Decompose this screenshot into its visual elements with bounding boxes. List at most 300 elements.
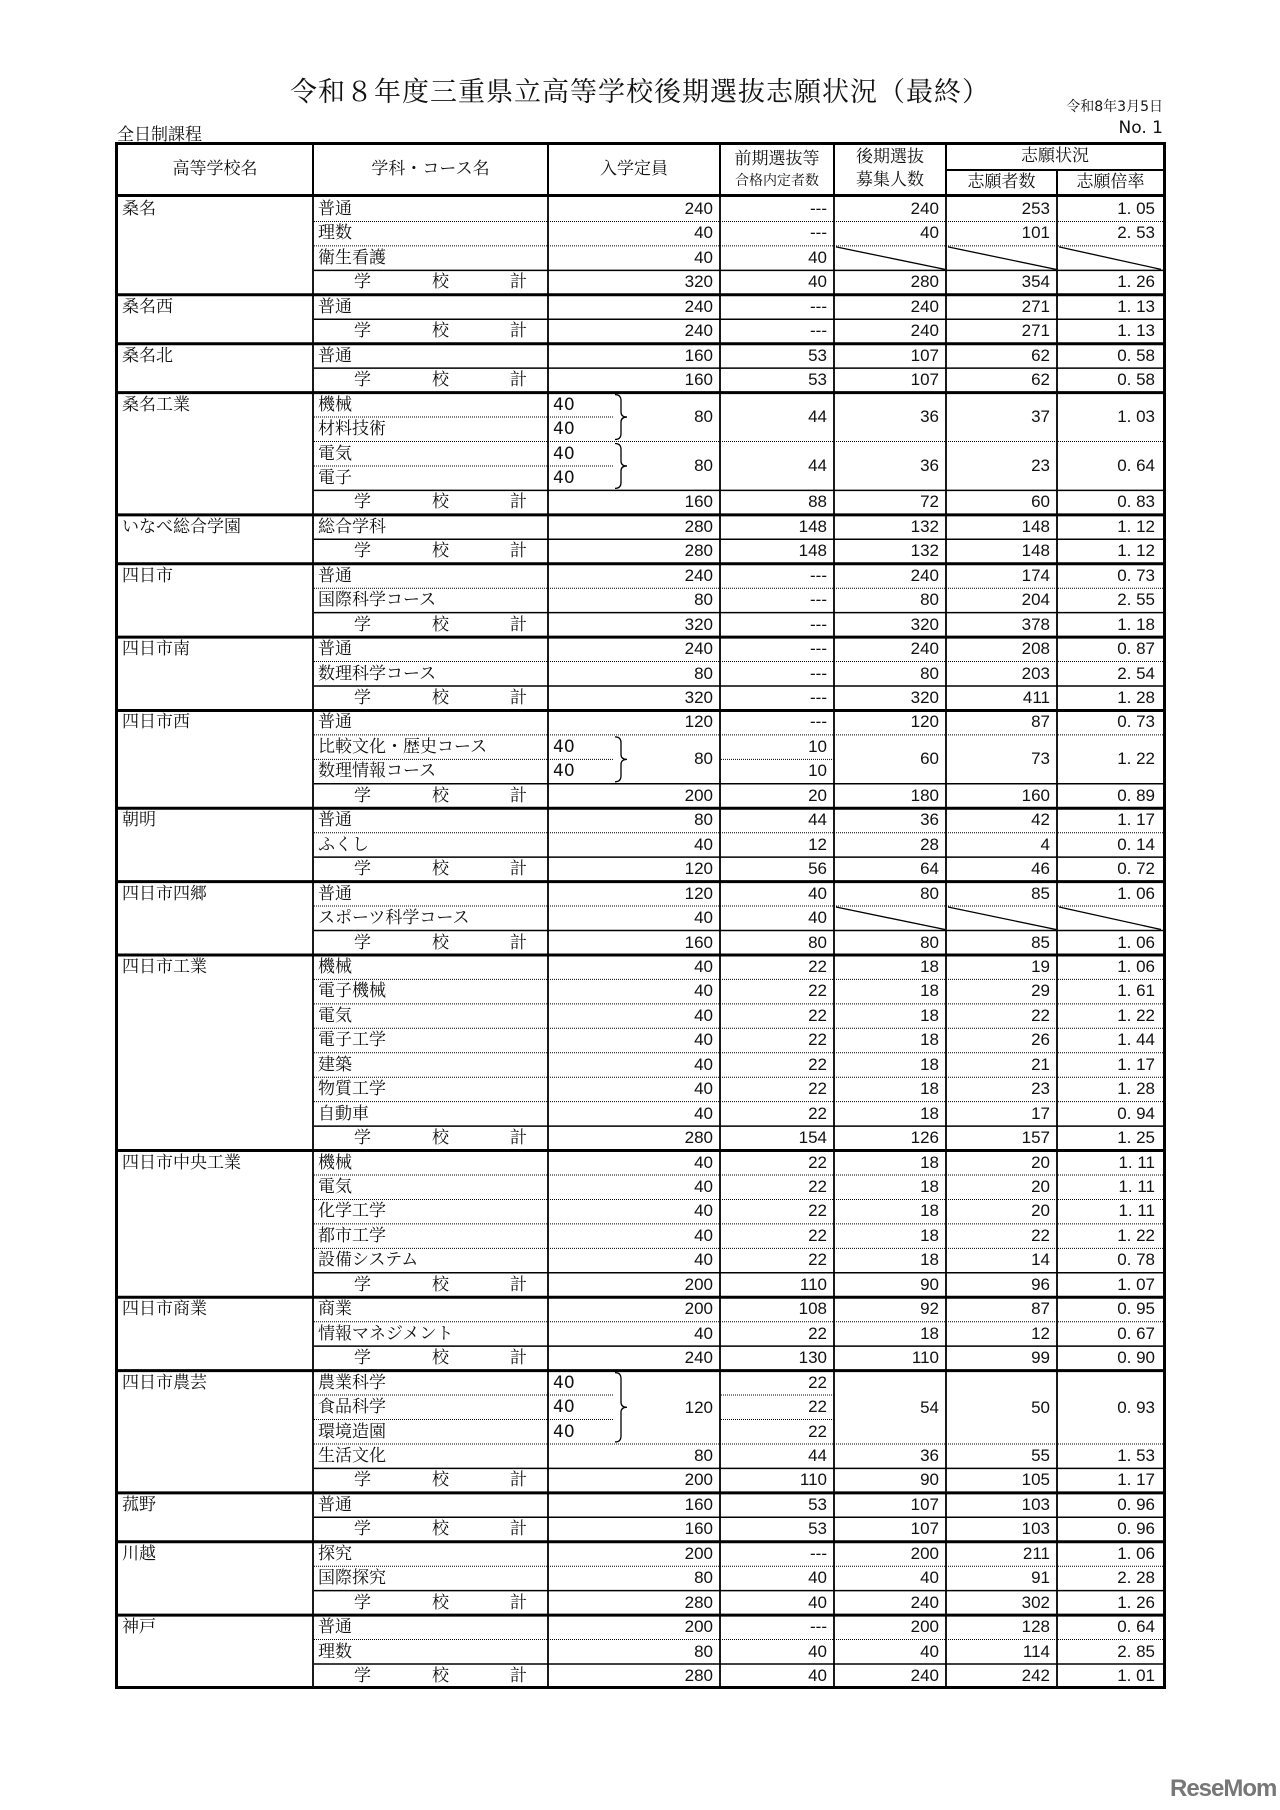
early-admits: --- bbox=[810, 590, 827, 610]
late-quota: 18 bbox=[920, 1225, 939, 1245]
application-ratio: 0. 83 bbox=[1117, 492, 1155, 512]
early-admits: 22 bbox=[808, 956, 827, 976]
early-admits: 40 bbox=[808, 272, 827, 292]
school-total-label: 学 校 計 bbox=[354, 1348, 549, 1369]
late-quota: 18 bbox=[920, 1201, 939, 1221]
late-quota: 92 bbox=[920, 1299, 939, 1319]
application-ratio: 1. 25 bbox=[1117, 1128, 1155, 1148]
capacity: 240 bbox=[684, 199, 713, 218]
late-quota: 18 bbox=[920, 1250, 939, 1270]
application-ratio: 1. 12 bbox=[1117, 516, 1155, 536]
course-name: 生活文化 bbox=[318, 1445, 386, 1466]
application-ratio: 0. 67 bbox=[1117, 1323, 1155, 1343]
course-sub-capacity: 40 bbox=[553, 1421, 575, 1442]
late-quota: 126 bbox=[910, 1128, 939, 1148]
application-ratio: 1. 17 bbox=[1117, 1470, 1155, 1490]
early-admits: 22 bbox=[808, 1397, 827, 1417]
applicant-count: 60 bbox=[1031, 492, 1050, 512]
col-header-course: 学科・コース名 bbox=[314, 145, 547, 194]
application-ratio: 1. 13 bbox=[1117, 321, 1155, 341]
applicant-count: 103 bbox=[1021, 1494, 1050, 1514]
applicant-count: 101 bbox=[1021, 223, 1050, 243]
early-admits: 22 bbox=[808, 1030, 827, 1050]
application-ratio: 2. 53 bbox=[1117, 223, 1155, 243]
applicant-count: 203 bbox=[1021, 663, 1050, 683]
applicant-count: 21 bbox=[1031, 1054, 1050, 1074]
school-name: 朝明 bbox=[122, 810, 156, 831]
application-ratio: 2. 54 bbox=[1117, 663, 1155, 683]
school-total-label: 学 校 計 bbox=[354, 1592, 549, 1613]
early-admits: 44 bbox=[808, 1445, 827, 1465]
capacity: 320 bbox=[684, 688, 713, 707]
applicant-count: 105 bbox=[1021, 1470, 1050, 1490]
course-name: 情報マネジメント bbox=[318, 1323, 454, 1344]
applicant-count: 62 bbox=[1031, 370, 1050, 390]
application-ratio: 1. 11 bbox=[1118, 1152, 1155, 1172]
application-ratio: 1. 11 bbox=[1118, 1201, 1155, 1221]
early-admits: 40 bbox=[808, 1568, 827, 1588]
application-ratio: 1. 05 bbox=[1117, 199, 1155, 218]
early-admits: 108 bbox=[798, 1299, 827, 1319]
capacity: 280 bbox=[684, 541, 713, 561]
application-ratio: 2. 85 bbox=[1117, 1641, 1155, 1661]
late-quota: 107 bbox=[910, 345, 939, 365]
capacity: 160 bbox=[684, 370, 713, 390]
capacity: 200 bbox=[684, 1274, 713, 1294]
capacity: 280 bbox=[684, 516, 713, 536]
early-admits: 130 bbox=[798, 1348, 827, 1368]
course-name: 電気 bbox=[318, 1005, 352, 1026]
applicant-count: 103 bbox=[1021, 1519, 1050, 1539]
school-total-label: 学 校 計 bbox=[354, 1666, 549, 1686]
applicant-count: 87 bbox=[1031, 1299, 1050, 1319]
course-name: 都市工学 bbox=[318, 1225, 386, 1246]
capacity: 200 bbox=[684, 1543, 713, 1563]
late-quota: 80 bbox=[920, 883, 939, 903]
group-capacity: 80 bbox=[694, 748, 713, 768]
late-quota: 90 bbox=[920, 1470, 939, 1490]
late-quota: 280 bbox=[910, 272, 939, 292]
capacity: 40 bbox=[694, 1225, 713, 1245]
application-ratio: 0. 64 bbox=[1117, 1617, 1155, 1637]
course-name: 環境造園 bbox=[318, 1421, 386, 1442]
course-name: 普通 bbox=[318, 296, 352, 317]
capacity: 160 bbox=[684, 345, 713, 365]
course-name: 化学工学 bbox=[318, 1201, 386, 1222]
capacity: 280 bbox=[684, 1128, 713, 1148]
early-admits: 148 bbox=[798, 541, 827, 561]
col-header-school: 高等学校名 bbox=[118, 145, 312, 194]
capacity: 80 bbox=[694, 810, 713, 830]
school-total-label: 学 校 計 bbox=[354, 932, 549, 953]
late-quota: 18 bbox=[920, 956, 939, 976]
application-ratio: 2. 28 bbox=[1117, 1568, 1155, 1588]
capacity: 240 bbox=[684, 1348, 713, 1368]
capacity: 40 bbox=[694, 956, 713, 976]
applicant-count: 242 bbox=[1021, 1666, 1050, 1685]
course-sub-capacity: 40 bbox=[553, 467, 575, 488]
early-admits: --- bbox=[810, 199, 827, 218]
course-name: 普通 bbox=[318, 1617, 352, 1638]
capacity: 80 bbox=[694, 1568, 713, 1588]
course-name: 普通 bbox=[318, 565, 352, 586]
application-ratio: 0. 96 bbox=[1117, 1519, 1155, 1539]
application-ratio: 0. 90 bbox=[1117, 1348, 1155, 1368]
late-quota: 18 bbox=[920, 1054, 939, 1074]
course-sub-capacity: 40 bbox=[553, 419, 575, 440]
course-name: 普通 bbox=[318, 199, 352, 219]
applicant-count: 29 bbox=[1031, 981, 1050, 1001]
course-sub-capacity: 40 bbox=[553, 1372, 575, 1393]
application-ratio: 1. 13 bbox=[1117, 296, 1155, 316]
group-late-quota: 60 bbox=[920, 748, 939, 768]
capacity: 40 bbox=[694, 1103, 713, 1123]
applicant-count: 411 bbox=[1022, 688, 1050, 707]
late-quota: 18 bbox=[920, 1323, 939, 1343]
course-sub-capacity: 40 bbox=[553, 761, 575, 782]
course-name: 商業 bbox=[318, 1299, 352, 1320]
application-ratio: 1. 06 bbox=[1117, 883, 1155, 903]
school-total-label: 学 校 計 bbox=[354, 321, 549, 342]
late-quota: 40 bbox=[920, 1568, 939, 1588]
application-ratio: 0. 58 bbox=[1117, 370, 1155, 390]
course-sub-capacity: 40 bbox=[553, 736, 575, 757]
course-name: ふくし bbox=[318, 834, 369, 855]
early-admits: 88 bbox=[808, 492, 827, 512]
capacity: 40 bbox=[694, 1054, 713, 1074]
col-header-applicant-group: 志願状況 bbox=[947, 145, 1163, 169]
capacity: 120 bbox=[684, 859, 713, 879]
late-quota: 90 bbox=[920, 1274, 939, 1294]
early-admits: 20 bbox=[808, 785, 827, 805]
early-admits: 44 bbox=[808, 810, 827, 830]
school-total-label: 学 校 計 bbox=[354, 1519, 549, 1540]
capacity: 280 bbox=[684, 1666, 713, 1685]
applicant-count: 128 bbox=[1021, 1617, 1050, 1637]
capacity: 160 bbox=[684, 492, 713, 512]
course-name: 理数 bbox=[318, 1641, 352, 1662]
capacity: 80 bbox=[694, 1641, 713, 1661]
application-ratio: 1. 06 bbox=[1117, 956, 1155, 976]
early-admits: 22 bbox=[808, 1250, 827, 1270]
capacity: 80 bbox=[694, 663, 713, 683]
applicant-count: 148 bbox=[1021, 541, 1050, 561]
late-quota: 40 bbox=[920, 223, 939, 243]
applicant-count: 20 bbox=[1031, 1152, 1050, 1172]
late-quota: 18 bbox=[920, 1103, 939, 1123]
application-ratio: 1. 06 bbox=[1117, 1543, 1155, 1563]
col-header-late bbox=[835, 145, 945, 194]
school-name: 菰野 bbox=[122, 1494, 156, 1515]
early-admits: --- bbox=[810, 565, 827, 585]
applicant-count: 174 bbox=[1021, 565, 1050, 585]
early-admits: 22 bbox=[808, 1225, 827, 1245]
course-name: 普通 bbox=[318, 712, 352, 733]
capacity: 160 bbox=[684, 932, 713, 952]
course-name: 探究 bbox=[318, 1543, 352, 1564]
applicant-count: 99 bbox=[1031, 1348, 1050, 1368]
late-quota: 240 bbox=[910, 1666, 939, 1685]
early-admits: 148 bbox=[798, 516, 827, 536]
col-header-late-line2: 募集人数 bbox=[856, 170, 924, 190]
early-admits: 22 bbox=[808, 1005, 827, 1025]
applicant-count: 271 bbox=[1021, 296, 1050, 316]
application-status-table bbox=[115, 142, 1166, 1689]
late-quota: 18 bbox=[920, 1079, 939, 1099]
application-ratio: 1. 22 bbox=[1117, 1225, 1155, 1245]
school-name: 四日市南 bbox=[122, 639, 190, 660]
applicant-count: 354 bbox=[1021, 272, 1050, 292]
late-quota: 132 bbox=[910, 516, 939, 536]
early-admits: 80 bbox=[808, 932, 827, 952]
group-application-ratio: 1. 22 bbox=[1117, 748, 1155, 768]
capacity: 240 bbox=[684, 565, 713, 585]
school-name: 四日市農芸 bbox=[122, 1372, 207, 1393]
early-admits: --- bbox=[810, 1543, 827, 1563]
applicant-count: 42 bbox=[1031, 810, 1050, 830]
group-applicant-count: 37 bbox=[1031, 406, 1050, 426]
capacity: 40 bbox=[694, 1152, 713, 1172]
late-quota: 240 bbox=[910, 296, 939, 316]
capacity: 240 bbox=[684, 639, 713, 659]
late-quota: 240 bbox=[910, 565, 939, 585]
late-quota: 120 bbox=[910, 712, 939, 732]
school-total-label: 学 校 計 bbox=[354, 541, 549, 562]
page-number: No. 1 bbox=[1118, 118, 1163, 138]
late-quota: 240 bbox=[910, 199, 939, 218]
early-admits: --- bbox=[810, 712, 827, 732]
course-type-label: 全日制課程 bbox=[117, 125, 202, 145]
group-late-quota: 36 bbox=[920, 455, 939, 475]
applicant-count: 211 bbox=[1022, 1543, 1050, 1563]
early-admits: 10 bbox=[808, 761, 827, 781]
school-name: いなべ総合学園 bbox=[122, 516, 241, 537]
course-name: 電子工学 bbox=[318, 1030, 386, 1051]
early-admits: 110 bbox=[799, 1470, 827, 1490]
capacity: 40 bbox=[694, 1177, 713, 1196]
applicant-count: 157 bbox=[1021, 1128, 1050, 1148]
school-name: 桑名 bbox=[122, 199, 156, 219]
group-capacity: 80 bbox=[694, 406, 713, 426]
course-sub-capacity: 40 bbox=[553, 394, 575, 415]
course-name: 普通 bbox=[318, 1494, 352, 1515]
capacity: 280 bbox=[684, 1592, 713, 1612]
col-header-ratio: 志願倍率 bbox=[1058, 171, 1163, 194]
course-name: 衛生看護 bbox=[318, 247, 386, 268]
group-application-ratio: 0. 93 bbox=[1117, 1397, 1155, 1417]
early-admits: 40 bbox=[808, 908, 827, 928]
capacity: 40 bbox=[694, 1250, 713, 1270]
capacity: 40 bbox=[694, 247, 713, 267]
group-late-quota: 54 bbox=[920, 1397, 939, 1417]
group-early-admits: 44 bbox=[808, 455, 827, 475]
capacity: 240 bbox=[684, 321, 713, 341]
late-quota: 240 bbox=[910, 321, 939, 341]
early-admits: --- bbox=[810, 614, 827, 634]
course-name: 材料技術 bbox=[318, 419, 386, 440]
group-late-quota: 36 bbox=[920, 406, 939, 426]
early-admits: 53 bbox=[808, 1494, 827, 1514]
school-name: 四日市商業 bbox=[122, 1299, 207, 1320]
capacity: 40 bbox=[694, 1005, 713, 1025]
application-ratio: 1. 53 bbox=[1117, 1445, 1155, 1465]
early-admits: 154 bbox=[798, 1128, 827, 1148]
capacity: 200 bbox=[684, 1470, 713, 1490]
applicant-count: 87 bbox=[1031, 712, 1050, 732]
late-quota: 320 bbox=[910, 688, 939, 707]
application-ratio: 1. 07 bbox=[1117, 1274, 1155, 1294]
early-admits: 40 bbox=[808, 1666, 827, 1685]
early-admits: --- bbox=[810, 1617, 827, 1637]
col-header-early-line2: 合格内定者数 bbox=[735, 172, 819, 189]
group-application-ratio: 1. 03 bbox=[1117, 406, 1155, 426]
school-name: 桑名北 bbox=[122, 345, 173, 366]
capacity: 40 bbox=[694, 1201, 713, 1221]
application-ratio: 1. 28 bbox=[1117, 1079, 1155, 1099]
course-sub-capacity: 40 bbox=[553, 1397, 575, 1418]
application-ratio: 0. 73 bbox=[1117, 712, 1155, 732]
early-admits: 22 bbox=[808, 1079, 827, 1099]
group-capacity: 80 bbox=[694, 455, 713, 475]
capacity: 40 bbox=[694, 1030, 713, 1050]
application-ratio: 0. 58 bbox=[1117, 345, 1155, 365]
application-ratio: 0. 95 bbox=[1117, 1299, 1155, 1319]
capacity: 160 bbox=[684, 1494, 713, 1514]
school-total-label: 学 校 計 bbox=[354, 1274, 549, 1295]
course-name: 電気 bbox=[318, 443, 352, 464]
early-admits: 40 bbox=[808, 883, 827, 903]
late-quota: 18 bbox=[920, 1005, 939, 1025]
late-quota: 18 bbox=[920, 1030, 939, 1050]
group-capacity: 120 bbox=[684, 1397, 713, 1417]
school-name: 四日市西 bbox=[122, 712, 190, 733]
applicant-count: 114 bbox=[1022, 1641, 1050, 1661]
early-admits: 22 bbox=[808, 1372, 827, 1392]
capacity: 40 bbox=[694, 981, 713, 1001]
early-admits: --- bbox=[810, 321, 827, 341]
capacity: 40 bbox=[694, 1079, 713, 1099]
application-ratio: 0. 14 bbox=[1117, 834, 1155, 854]
course-name: 建築 bbox=[318, 1054, 352, 1075]
capacity: 40 bbox=[694, 908, 713, 928]
course-name: 電気 bbox=[318, 1177, 352, 1197]
applicant-count: 204 bbox=[1021, 590, 1050, 610]
late-quota: 132 bbox=[910, 541, 939, 561]
applicant-count: 148 bbox=[1021, 516, 1050, 536]
early-admits: 22 bbox=[808, 1177, 827, 1196]
capacity: 200 bbox=[684, 1299, 713, 1319]
applicant-count: 46 bbox=[1031, 859, 1050, 879]
early-admits: 22 bbox=[808, 1054, 827, 1074]
school-total-label: 学 校 計 bbox=[354, 859, 549, 880]
late-quota: 80 bbox=[920, 590, 939, 610]
early-admits: 110 bbox=[799, 1274, 827, 1294]
applicant-count: 62 bbox=[1031, 345, 1050, 365]
late-quota: 320 bbox=[910, 614, 939, 634]
school-total-label: 学 校 計 bbox=[354, 614, 549, 635]
late-quota: 72 bbox=[920, 492, 939, 512]
course-name: 機械 bbox=[318, 956, 352, 977]
applicant-count: 271 bbox=[1021, 321, 1050, 341]
applicant-count: 20 bbox=[1031, 1177, 1050, 1196]
capacity: 80 bbox=[694, 1445, 713, 1465]
early-admits: 22 bbox=[808, 981, 827, 1001]
applicant-count: 19 bbox=[1031, 956, 1050, 976]
course-name: スポーツ科学コース bbox=[318, 908, 470, 929]
school-name: 四日市四郷 bbox=[122, 883, 207, 904]
course-name: 機械 bbox=[318, 394, 352, 415]
application-ratio: 0. 96 bbox=[1117, 1494, 1155, 1514]
late-quota: 40 bbox=[920, 1641, 939, 1661]
capacity: 80 bbox=[694, 590, 713, 610]
course-name: 総合学科 bbox=[318, 516, 386, 537]
late-quota: 64 bbox=[920, 859, 939, 879]
late-quota: 80 bbox=[920, 932, 939, 952]
applicant-count: 302 bbox=[1021, 1592, 1050, 1612]
application-ratio: 1. 26 bbox=[1117, 272, 1155, 292]
course-name: 比較文化・歴史コース bbox=[318, 736, 488, 757]
applicant-count: 91 bbox=[1031, 1568, 1050, 1588]
early-admits: 40 bbox=[808, 247, 827, 267]
late-quota: 28 bbox=[920, 834, 939, 854]
capacity: 200 bbox=[684, 785, 713, 805]
group-applicant-count: 73 bbox=[1031, 748, 1050, 768]
late-quota: 110 bbox=[911, 1348, 939, 1368]
early-admits: 22 bbox=[808, 1201, 827, 1221]
early-admits: 10 bbox=[808, 736, 827, 756]
application-ratio: 1. 28 bbox=[1117, 688, 1155, 707]
col-header-early bbox=[721, 145, 833, 194]
application-ratio: 1. 22 bbox=[1117, 1005, 1155, 1025]
late-quota: 240 bbox=[910, 639, 939, 659]
course-name: 物質工学 bbox=[318, 1079, 386, 1100]
school-name: 川越 bbox=[122, 1543, 156, 1564]
school-total-label: 学 校 計 bbox=[354, 1128, 549, 1149]
page-title: 令和８年度三重県立高等学校後期選抜志願状況（最終） bbox=[290, 77, 990, 108]
early-admits: --- bbox=[810, 688, 827, 707]
early-admits: 12 bbox=[808, 834, 827, 854]
col-header-capacity: 入学定員 bbox=[549, 145, 719, 194]
late-quota: 107 bbox=[910, 1494, 939, 1514]
application-ratio: 0. 87 bbox=[1117, 639, 1155, 659]
col-header-early-line1: 前期選抜等 bbox=[734, 149, 820, 170]
course-name: 国際探究 bbox=[318, 1568, 386, 1589]
early-admits: --- bbox=[810, 223, 827, 243]
early-admits: 56 bbox=[808, 859, 827, 879]
application-ratio: 0. 89 bbox=[1117, 785, 1155, 805]
application-ratio: 1. 18 bbox=[1117, 614, 1155, 634]
late-quota: 107 bbox=[910, 1519, 939, 1539]
late-quota: 80 bbox=[920, 663, 939, 683]
applicant-count: 96 bbox=[1031, 1274, 1050, 1294]
application-ratio: 1. 17 bbox=[1117, 810, 1155, 830]
applicant-count: 208 bbox=[1021, 639, 1050, 659]
course-name: 食品科学 bbox=[318, 1397, 386, 1418]
school-total-label: 学 校 計 bbox=[354, 1470, 549, 1491]
school-name: 四日市工業 bbox=[122, 956, 207, 977]
late-quota: 36 bbox=[920, 1445, 939, 1465]
late-quota: 200 bbox=[910, 1617, 939, 1637]
application-ratio: 1. 61 bbox=[1117, 981, 1155, 1001]
late-quota: 180 bbox=[910, 785, 939, 805]
early-admits: 22 bbox=[808, 1323, 827, 1343]
course-name: 電子機械 bbox=[318, 981, 386, 1002]
applicant-count: 26 bbox=[1031, 1030, 1050, 1050]
early-admits: 53 bbox=[808, 345, 827, 365]
col-header-applicants: 志願者数 bbox=[947, 171, 1056, 194]
group-early-admits: 44 bbox=[808, 406, 827, 426]
late-quota: 200 bbox=[910, 1543, 939, 1563]
